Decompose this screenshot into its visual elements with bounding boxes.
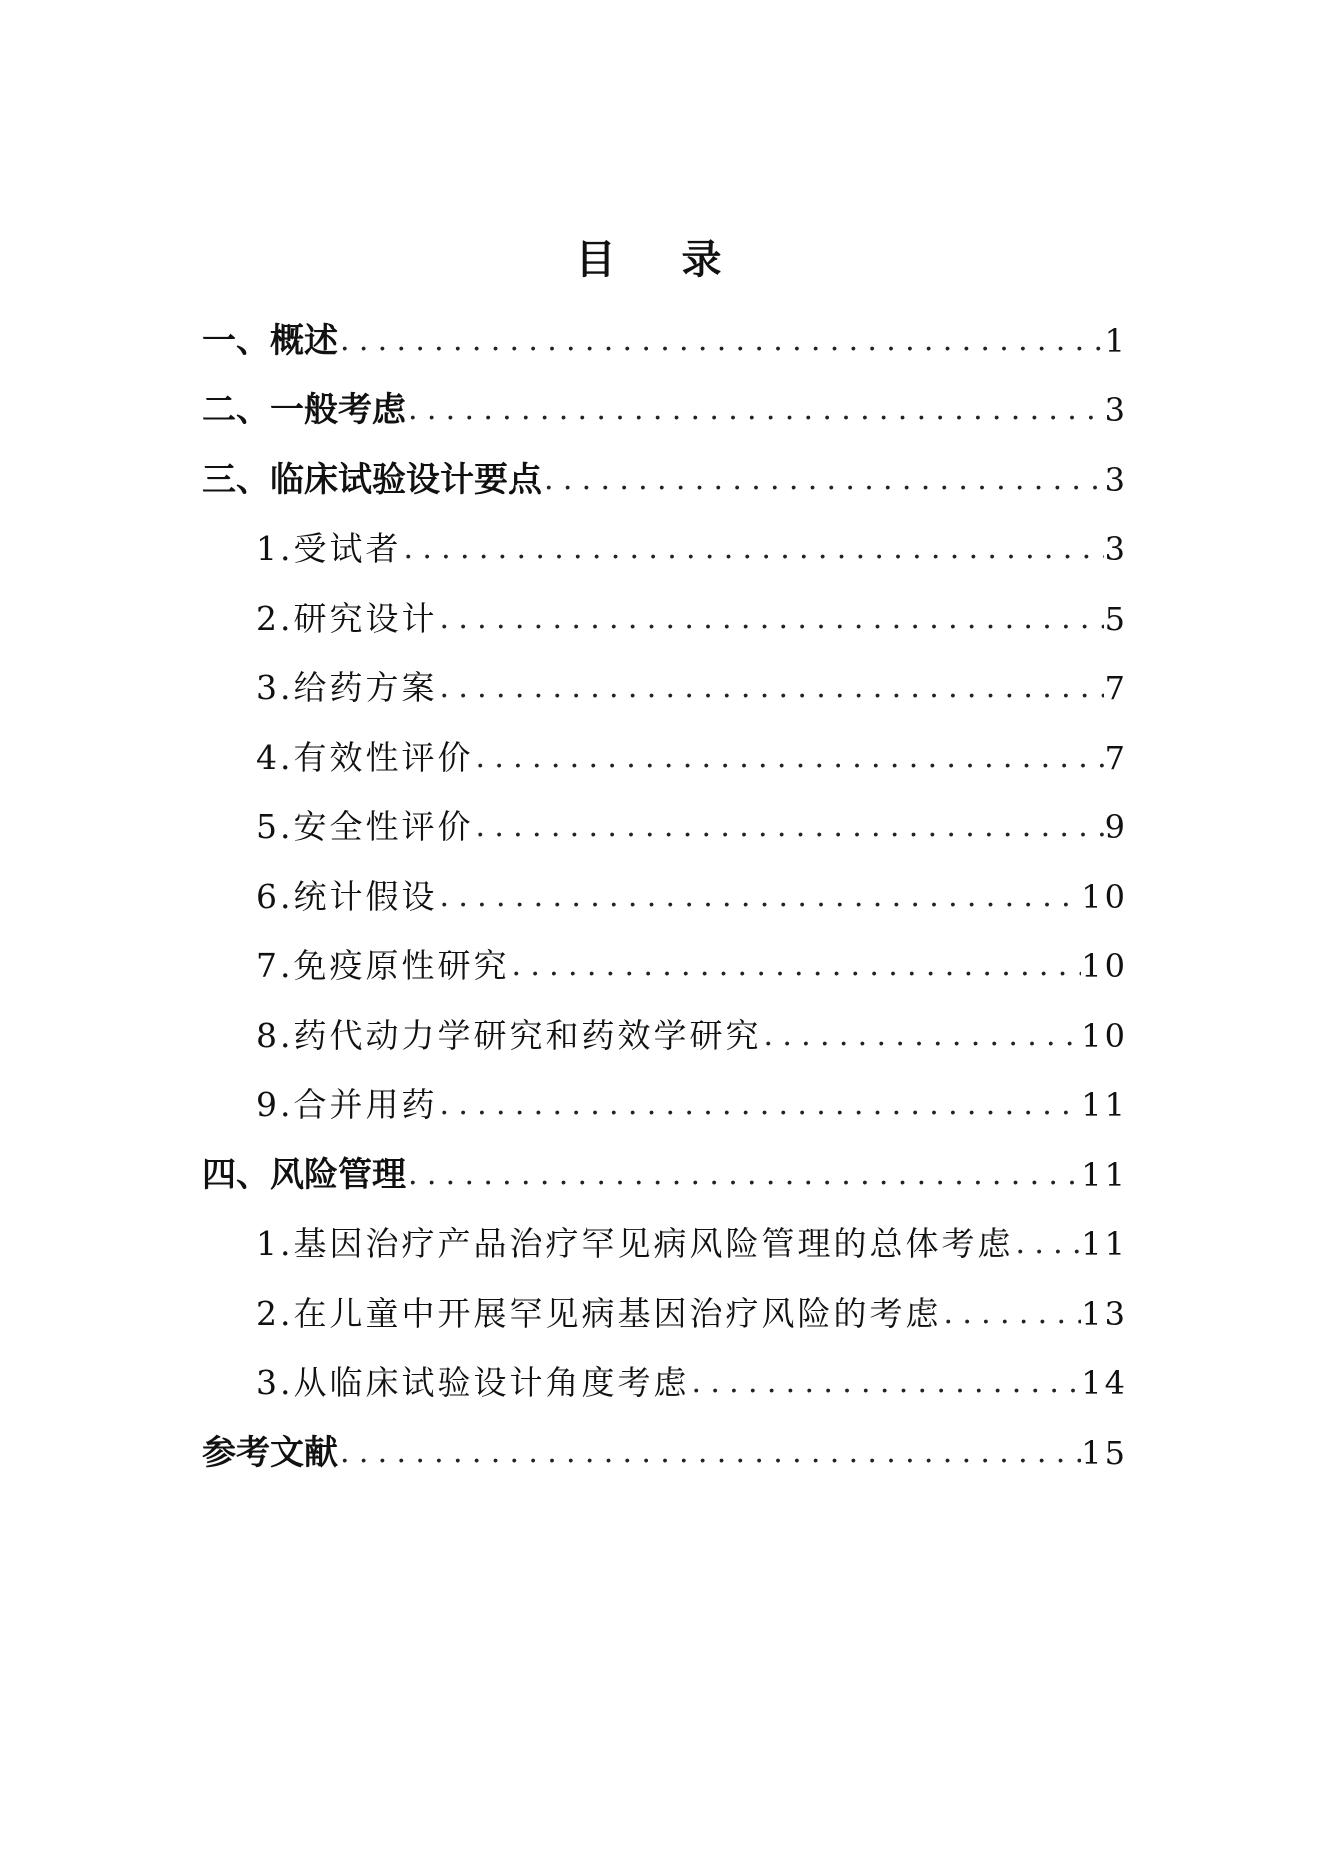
toc-entry-label: 8.药代动力学研究和药效学研究 [256, 1015, 762, 1055]
toc-entry-label: 6.统计假设 [256, 876, 438, 916]
toc-entry-label: 5.安全性评价 [256, 807, 474, 846]
toc-entry-study-design[interactable] [202, 574, 1128, 644]
dot-leader [942, 1289, 1082, 1339]
toc-entry-immunogenicity[interactable] [202, 922, 1128, 992]
toc-entry-label: 参考文献 [202, 1432, 338, 1473]
toc-entry-label: 9.合并用药 [256, 1085, 438, 1124]
toc-entry-page: 10 [1081, 1016, 1128, 1055]
toc-entry-label: 1.基因治疗产品治疗罕见病风险管理的总体考虑 [256, 1224, 1014, 1263]
toc-entry-efficacy[interactable] [202, 713, 1128, 783]
toc-entry-page: 11 [1081, 1086, 1128, 1124]
toc-entry-page: 10 [1081, 947, 1128, 985]
toc-entry-label: 一、概述 [202, 320, 338, 361]
toc-entry-page: 13 [1081, 1294, 1128, 1333]
toc-entry-label: 四、风险管理 [202, 1154, 406, 1195]
dot-leader [762, 1011, 1082, 1061]
toc-entry-pk-pd[interactable] [202, 991, 1128, 1061]
toc-entry-subjects[interactable] [202, 505, 1128, 575]
toc-entry-page: 3 [1104, 530, 1128, 568]
dot-leader [402, 524, 1105, 574]
toc-entry-page: 14 [1081, 1364, 1128, 1402]
dot-leader [338, 1428, 1081, 1478]
dot-leader [438, 663, 1105, 713]
dot-leader [438, 594, 1105, 644]
toc-entry-page: 10 [1081, 877, 1128, 916]
table-of-contents [202, 296, 1128, 1478]
toc-entry-page: 7 [1104, 738, 1128, 777]
dot-leader [474, 733, 1105, 783]
toc-entry-page: 9 [1104, 808, 1128, 846]
toc-entry-concomitant-medication[interactable] [202, 1061, 1128, 1131]
toc-entry-label: 7.免疫原性研究 [256, 946, 510, 985]
toc-entry-overview[interactable] [202, 296, 1128, 366]
toc-entry-label: 2.研究设计 [256, 598, 438, 638]
dot-leader [338, 316, 1104, 366]
dot-leader [542, 455, 1104, 505]
toc-entry-label: 3.从临床试验设计角度考虑 [256, 1363, 690, 1402]
toc-entry-dosing[interactable] [202, 644, 1128, 714]
toc-entry-design-perspective[interactable] [202, 1339, 1128, 1409]
dot-leader [690, 1358, 1082, 1408]
toc-entry-general-considerations[interactable] [202, 366, 1128, 436]
toc-entry-label: 1.受试者 [256, 529, 402, 568]
toc-entry-pediatric-risk[interactable] [202, 1269, 1128, 1339]
toc-entry-label: 3.给药方案 [256, 668, 438, 707]
toc-entry-label: 4.有效性评价 [256, 737, 474, 777]
dot-leader [406, 385, 1104, 435]
toc-entry-overall-risk[interactable] [202, 1200, 1128, 1270]
toc-title: 目 录 [575, 236, 748, 283]
toc-entry-label: 二、一般考虑 [202, 390, 406, 430]
dot-leader [1014, 1219, 1082, 1269]
dot-leader [438, 1080, 1082, 1130]
dot-leader [510, 941, 1082, 991]
toc-entry-page: 3 [1104, 460, 1128, 499]
toc-entry-page: 7 [1104, 669, 1128, 707]
toc-entry-risk-management[interactable] [202, 1130, 1128, 1200]
toc-entry-trial-design[interactable] [202, 435, 1128, 505]
toc-entry-references[interactable] [202, 1408, 1128, 1478]
toc-entry-page: 5 [1104, 599, 1128, 638]
toc-entry-label: 三、临床试验设计要点 [202, 459, 542, 500]
dot-leader [474, 802, 1105, 852]
toc-entry-statistical-hypothesis[interactable] [202, 852, 1128, 922]
toc-entry-page: 15 [1081, 1433, 1128, 1472]
toc-entry-page: 11 [1081, 1225, 1128, 1263]
dot-leader [438, 872, 1082, 922]
toc-entry-page: 3 [1104, 391, 1128, 429]
toc-entry-label: 2.在儿童中开展罕见病基因治疗风险的考虑 [256, 1293, 942, 1333]
toc-entry-safety[interactable] [202, 783, 1128, 853]
dot-leader [406, 1150, 1081, 1200]
toc-entry-page: 11 [1081, 1155, 1128, 1194]
toc-entry-page: 1 [1104, 321, 1128, 360]
